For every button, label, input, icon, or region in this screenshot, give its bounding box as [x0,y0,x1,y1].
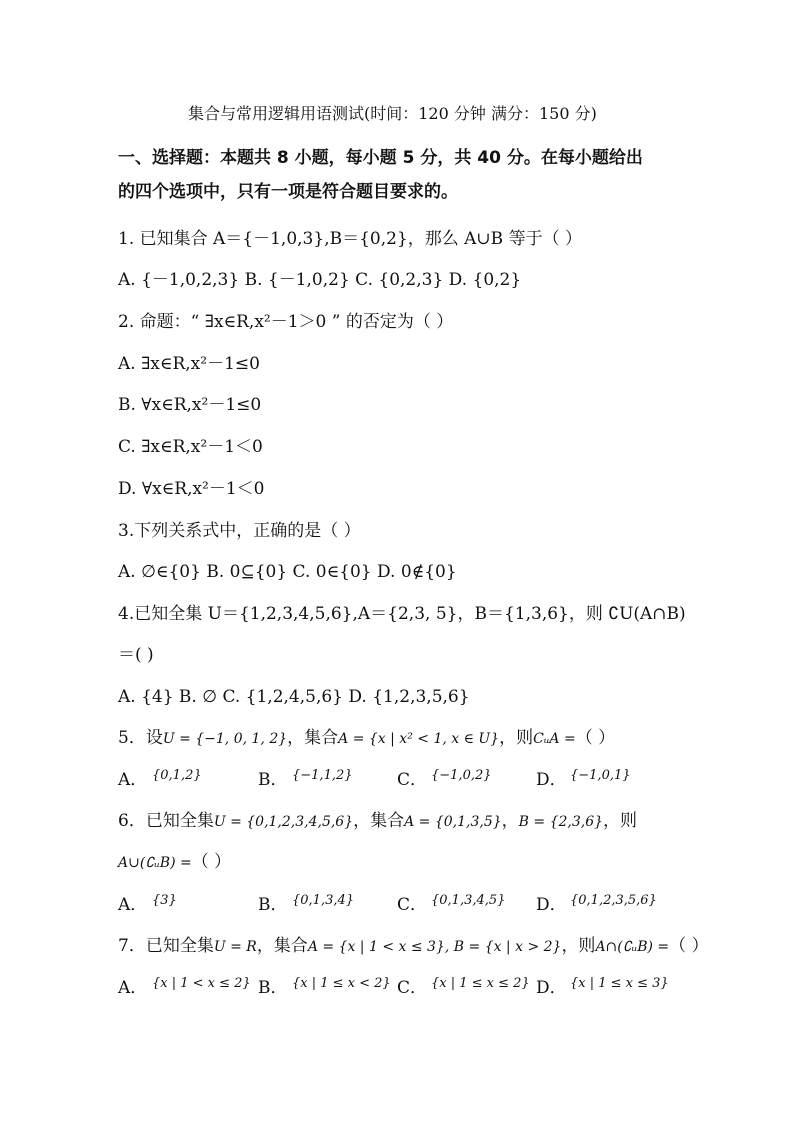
question-5-stem-suffix: （ ） [575,728,616,748]
question-7-stem-mid: ，集合 [256,936,308,956]
question-7-value-d: {x | 1 ≤ x ≤ 3} [570,976,669,991]
question-3-stem: 3.下列关系式中，正确的是（ ） [118,521,361,541]
question-6-label-c: C． [397,895,428,915]
question-2-option-a: A. ∃x∈R,x²－1≤0 [118,354,260,374]
question-5-stem-mid: ，集合 [287,728,339,748]
question-2-option-d: D. ∀x∈R,x²－1＜0 [118,479,265,499]
question-6-stem [118,809,637,834]
question-7-label-c: C． [397,978,428,998]
question-4-stem: 4.已知全集 U＝{1,2,3,4,5,6},A＝{2,3, 5}，B＝{1,3,6}，则 ∁U(A∩B) [118,604,686,624]
question-7-label-b: B． [258,978,288,998]
question-4-options: A. {4} B. ∅ C. {1,2,4,5,6} D. {1,2,3,5,6} [118,687,470,707]
section-heading-line2: 的四个选项中，只有一项是符合题目要求的。 [118,182,458,202]
question-6-stem-prefix: 6．已知全集 [118,811,214,831]
question-3-options: A. ∅∈{0} B. 0⊆{0} C. 0∈{0} D. 0∉{0} [118,562,457,582]
question-6-label-d: D． [536,895,567,915]
question-6-value-a: {3} [152,893,177,908]
question-6-paren: （ ） [191,852,232,872]
section-heading-line1: 一、选择题：本题共 8 小题，每小题 5 分，共 40 分。在每小题给出 [118,148,643,168]
question-6-stem-mid: ，集合 [353,811,405,831]
question-5-universal-set: U = {−1, 0, 1, 2} [162,731,288,747]
question-5-value-a: {0,1,2} [152,768,202,783]
question-5-complement: CᵤA = [533,731,576,747]
question-6-stem-cont [118,850,231,875]
page-title: 集合与常用逻辑用语测试(时间：120 分钟 满分：150 分) [188,104,597,123]
question-4-stem-cont: ＝( ) [118,645,154,665]
question-2-option-c: C. ∃x∈R,x²－1＜0 [118,437,263,457]
question-5-stem [118,726,615,751]
question-5-label-c: C． [397,770,428,790]
question-1-options: A. {－1,0,2,3} B. {－1,0,2} C. {0,2,3} D. {0,2} [118,270,522,290]
question-1-stem: 1. 已知集合 A＝{－1,0,3},B＝{0,2}，那么 A∪B 等于（ ） [118,229,582,249]
question-2-stem: 2. 命题：“ ∃x∈R,x²－1＞0 ” 的否定为（ ） [118,312,454,332]
question-7-label-d: D． [536,978,567,998]
question-6-stem-suffix: ，则 [603,811,638,831]
question-7-value-a: {x | 1 < x ≤ 2} [152,976,251,991]
question-6-value-b: {0,1,3,4} [292,893,355,908]
question-7-stem-prefix: 7．已知全集 [118,936,214,956]
question-7-stem [118,934,709,959]
question-7-expression: A∩(∁ᵤB) = [595,939,670,955]
question-5-value-c: {−1,0,2} [431,768,492,783]
question-7-value-b: {x | 1 ≤ x < 2} [292,976,391,991]
question-7-label-a: A． [118,978,148,998]
question-7-sets: A = {x | 1 < x ≤ 3}, B = {x | x > 2} [307,939,562,955]
question-6-universal-set: U = {0,1,2,3,4,5,6} [213,814,354,830]
question-6-label-a: A． [118,895,148,915]
question-7-universal-set: U = R [213,939,257,955]
question-6-set-a: A = {0,1,3,5} [404,814,502,830]
question-7-paren: （ ） [669,936,709,956]
question-5-stem-mid2: ，则 [499,728,534,748]
question-5-label-d: D． [536,770,567,790]
question-6-value-c: {0,1,3,4,5} [431,893,506,908]
question-5-value-b: {−1,1,2} [292,768,353,783]
question-5-label-a: A． [118,770,148,790]
question-7-stem-mid2: ，则 [561,936,596,956]
question-6-value-d: {0,1,2,3,5,6} [570,893,657,908]
question-5-set-a: A = {x | x² < 1, x ∈ U} [338,731,500,747]
question-6-stem-mid2: ， [501,811,519,831]
question-2-option-b: B. ∀x∈R,x²－1≤0 [118,395,262,415]
question-6-label-b: B． [258,895,288,915]
question-5-label-b: B． [258,770,288,790]
question-6-set-b: B = {2,3,6} [518,814,604,830]
question-5-value-d: {−1,0,1} [570,768,631,783]
question-6-expression: A∪(∁ᵤB) = [118,855,192,871]
question-5-stem-prefix: 5．设 [118,728,163,748]
question-7-value-c: {x | 1 ≤ x ≤ 2} [431,976,530,991]
